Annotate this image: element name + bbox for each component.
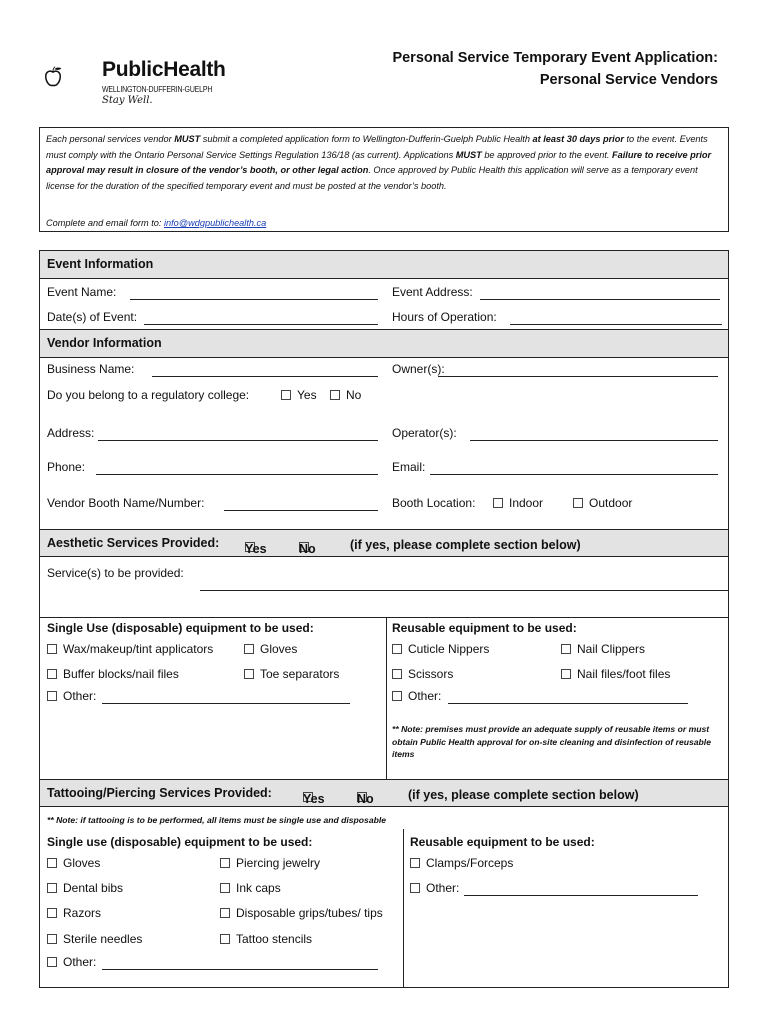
aesthetic-gloves-checkbox[interactable]: Gloves (244, 642, 297, 656)
tattoo-single-other-field[interactable] (102, 969, 378, 970)
college-no-checkbox[interactable]: No (330, 388, 361, 402)
tattoo-reusable-heading: Reusable equipment to be used: (410, 835, 595, 849)
business-name-field[interactable] (152, 376, 378, 377)
address-label: Address: (47, 426, 95, 440)
sterile-needles-checkbox[interactable]: Sterile needles (47, 932, 142, 946)
cuticle-nippers-checkbox[interactable]: Cuticle Nippers (392, 642, 489, 656)
hours-label: Hours of Operation: (392, 310, 497, 324)
regulatory-college-label: Do you belong to a regulatory college: (47, 388, 250, 402)
tattoo-stencils-checkbox[interactable]: Tattoo stencils (220, 932, 312, 946)
indoor-checkbox[interactable]: Indoor (493, 496, 543, 510)
aesthetic-section-header: Aesthetic Services Provided: Yes No (if yes, please complete section below) (40, 530, 728, 556)
instructions-box (39, 127, 729, 232)
email-label: Email: (392, 460, 426, 474)
vendor-section-header: Vendor Information (40, 330, 728, 357)
outdoor-checkbox[interactable]: Outdoor (573, 496, 632, 510)
phone-field[interactable] (96, 474, 378, 475)
disposable-grips-checkbox[interactable]: Disposable grips/tubes/ tips (220, 906, 383, 920)
owners-label: Owner(s): (392, 362, 445, 376)
booth-location-label: Booth Location: (392, 496, 476, 510)
tattoo-section-header: Tattooing/Piercing Services Provided: Yes No (if yes, please complete section below) (40, 780, 728, 806)
nail-files-checkbox[interactable]: Nail files/foot files (561, 667, 670, 681)
clamps-forceps-checkbox[interactable]: Clamps/Forceps (410, 856, 513, 870)
operators-label: Operator(s): (392, 426, 457, 440)
ink-caps-checkbox[interactable]: Ink caps (220, 881, 281, 895)
aesthetic-reusable-other-checkbox[interactable]: Other: (392, 689, 441, 703)
piercing-jewelry-checkbox[interactable]: Piercing jewelry (220, 856, 320, 870)
page-title: Personal Service Temporary Event Application: (392, 50, 718, 66)
tattoo-single-other-checkbox[interactable]: Other: (47, 955, 96, 969)
scissors-checkbox[interactable]: Scissors (392, 667, 453, 681)
services-label: Service(s) to be provided: (47, 566, 184, 580)
booth-name-field[interactable] (224, 510, 378, 511)
application-form (39, 250, 729, 988)
event-dates-field[interactable] (144, 324, 378, 325)
email-link[interactable]: info@wdgpublichealth.ca (163, 218, 267, 228)
wax-applicators-checkbox[interactable]: Wax/makeup/tint applicators (47, 642, 213, 656)
event-dates-label: Date(s) of Event: (47, 310, 138, 324)
brand-name: PublicHealth (102, 58, 226, 81)
operators-field[interactable] (470, 440, 718, 441)
aesthetic-single-heading: Single Use (disposable) equipment to be used: (47, 621, 314, 635)
services-field[interactable] (200, 590, 728, 591)
tattoo-gloves-checkbox[interactable]: Gloves (47, 856, 100, 870)
tattoo-hint: (if yes, please complete section below) (408, 788, 639, 802)
college-yes-checkbox[interactable]: Yes (281, 388, 317, 402)
booth-name-label: Vendor Booth Name/Number: (47, 496, 205, 510)
reusable-note: ** Note: premises must provide an adequate supply of reusable items or must obtain Public Health approval for on-site cleaning and disinfection of reusable items (392, 724, 711, 759)
address-field[interactable] (98, 440, 378, 441)
dental-bibs-checkbox[interactable]: Dental bibs (47, 881, 123, 895)
tattoo-note: ** Note: if tattooing is to be performed, all items must be single use and disposable (47, 815, 387, 825)
aesthetic-reusable-other-field[interactable] (448, 703, 688, 704)
event-address-label: Event Address: (392, 285, 473, 299)
aesthetic-hint: (if yes, please complete section below) (350, 538, 581, 552)
event-name-label: Event Name: (47, 285, 117, 299)
event-name-field[interactable] (130, 299, 378, 300)
apple-logo-icon (44, 40, 104, 112)
business-name-label: Business Name: (47, 362, 135, 376)
hours-field[interactable] (510, 324, 722, 325)
tattoo-single-heading: Single use (disposable) equipment to be used: (47, 835, 313, 849)
brand-region: WELLINGTON-DUFFERIN-GUELPH (102, 84, 213, 94)
owners-field[interactable] (438, 376, 718, 377)
email-field[interactable] (430, 474, 718, 475)
instructions-text: Each personal services vendor MUST submit a completed application form to Wellington-Dufferin-Guelph Public Health at least 30 days prior to the event. Events must comply with the Ontario Personal Service Settings Regulation 136/18 (as current). Applications MUST be approved prior to the event. Failure to receive prior approval may result in closure of the vendor’s booth, or other legal action. Once approved by Public Health this application will serve as a temporary event license for the duration of the specified temporary event and must be posted at the vendor’s booth. (46, 134, 712, 191)
brand-tagline: Stay Well. (102, 95, 153, 106)
phone-label: Phone: (47, 460, 86, 474)
event-address-field[interactable] (480, 299, 720, 300)
aesthetic-single-other-checkbox[interactable]: Other: (47, 689, 96, 703)
submit-instructions: Complete and email form to: info@wdgpublichealth.ca (46, 218, 267, 228)
aesthetic-reusable-heading: Reusable equipment to be used: (392, 621, 577, 635)
page-subtitle: Personal Service Vendors (539, 72, 718, 88)
razors-checkbox[interactable]: Razors (47, 906, 101, 920)
aesthetic-single-other-field[interactable] (102, 703, 350, 704)
toe-separators-checkbox[interactable]: Toe separators (244, 667, 339, 681)
nail-clippers-checkbox[interactable]: Nail Clippers (561, 642, 645, 656)
tattoo-reusable-other-field[interactable] (464, 895, 698, 896)
buffer-blocks-checkbox[interactable]: Buffer blocks/nail files (47, 667, 179, 681)
tattoo-reusable-other-checkbox[interactable]: Other: (410, 881, 459, 895)
event-section-header: Event Information (40, 251, 728, 278)
